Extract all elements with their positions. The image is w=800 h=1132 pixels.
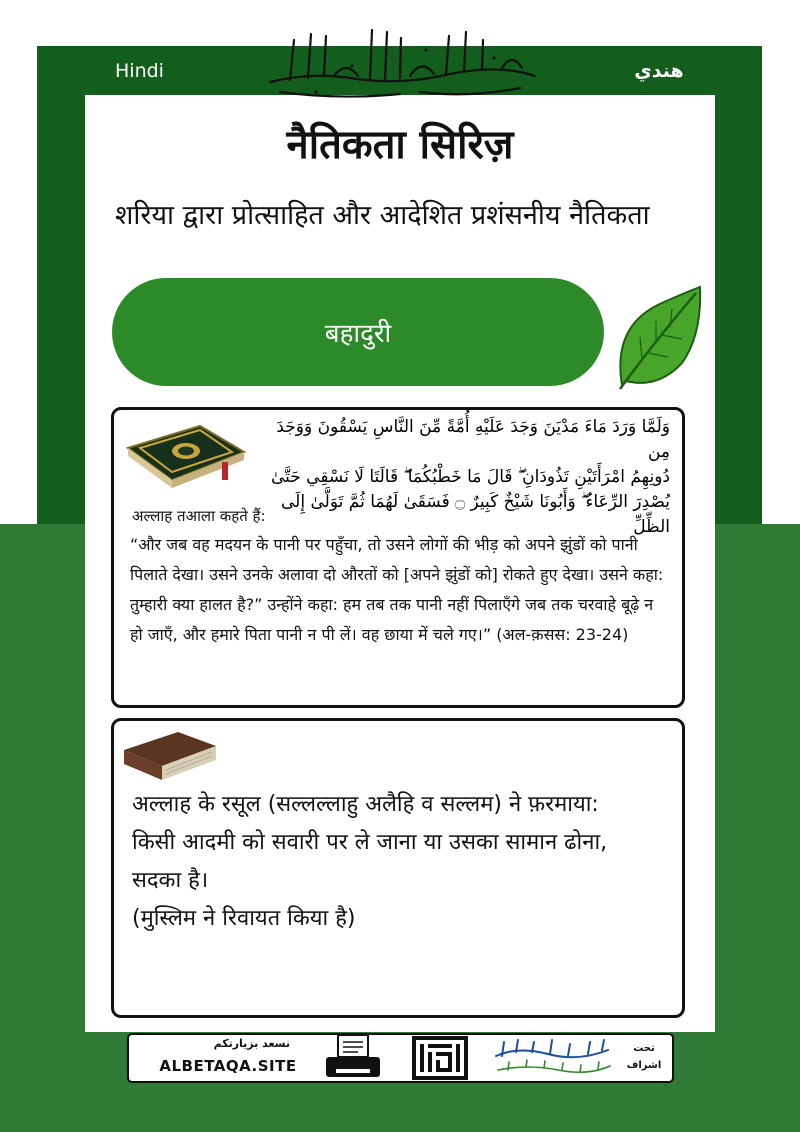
verse-translation: “और जब वह मदयन के पानी पर पहुँचा, तो उसने लोगों की भीड़ को अपने झुंडों को पानी पिलाते देखा। उसने उनके अलावा दो औरतों को [अपने झुंडों को] रोकते हुए देखा। उसने कहा: तुम्हारी क्या हालत है?” उन्होंने कहा: हम तब तक पानी नहीं पिलाएँगे जब तक चरवाहे बूढ़े न हो जाएँ, और हमारे पिता पानी न पी लें। वह छाया में चले गए।” (अल-क़सस: 23-24) [130, 535, 664, 644]
footer-supervision [622, 1040, 666, 1074]
arabic-verse-line: يُصْدِرَ الرِّعَاءُ ۖ وَأَبُونَا شَيْخٌ كَبِيرٌ ۝ فَسَقَىٰ لَهُمَا ثُمَّ تَوَلَّىٰ إِلَى الظِّلِّ [281, 492, 670, 537]
organization-logo [488, 1036, 616, 1080]
verse-intro: अल्लाह तआला कहते हैं: [132, 507, 266, 525]
supervision-line: تحت [633, 1043, 655, 1054]
arabic-verse-line: دُونِهِمُ امْرَأَتَيْنِ تَذُودَانِ ۖ قَالَ مَا خَطْبُكُمَا ۖ قَالَتَا لَا نَسْقِي حَتَّىٰ [270, 467, 670, 487]
hadith-line: सदका है। [132, 868, 209, 893]
footer-site-link[interactable]: ALBETAQA.SITE [159, 1057, 297, 1075]
hadith-line: (मुस्लिम ने रिवायत किया है) [132, 906, 356, 931]
hadith-line: अल्लाह के रसूल (सल्लल्लाहु अलैहि व सल्लम) ने फ़रमाया: [132, 792, 599, 817]
hadith-line: किसी आदमी को सवारी पर ले जाना या उसका सामान ढोना, [132, 830, 608, 855]
arabic-verse [255, 415, 670, 540]
basmala-calligraphy [250, 12, 550, 102]
book-icon [120, 728, 220, 782]
language-tab-hindi: Hindi [37, 46, 242, 95]
language-tab-arabic: هندي [556, 46, 762, 95]
page-subtitle: शरिया द्वारा प्रोत्साहित और आदेशित प्रशंसनीय नैतिकता [115, 200, 650, 231]
leaf-icon [612, 285, 704, 393]
kufic-logo-icon [410, 1034, 470, 1082]
arabic-verse-line: وَلَمَّا وَرَدَ مَاءَ مَدْيَنَ وَجَدَ عَلَيْهِ أُمَّةً مِّنَ النَّاسِ يَسْقُونَ وَوَجَدَ مِن [276, 417, 670, 462]
supervision-line: اشراف [626, 1060, 662, 1071]
footer-visit-text: نسعد بزيارتكم [213, 1037, 290, 1050]
topic-banner [112, 278, 604, 386]
quran-book-icon [122, 418, 248, 490]
topic-label: बहादुरी [324, 319, 392, 349]
page-title: नैतिकता सिरिज़ [286, 122, 514, 168]
hadith-text [132, 786, 677, 938]
printer-icon[interactable] [322, 1033, 384, 1083]
